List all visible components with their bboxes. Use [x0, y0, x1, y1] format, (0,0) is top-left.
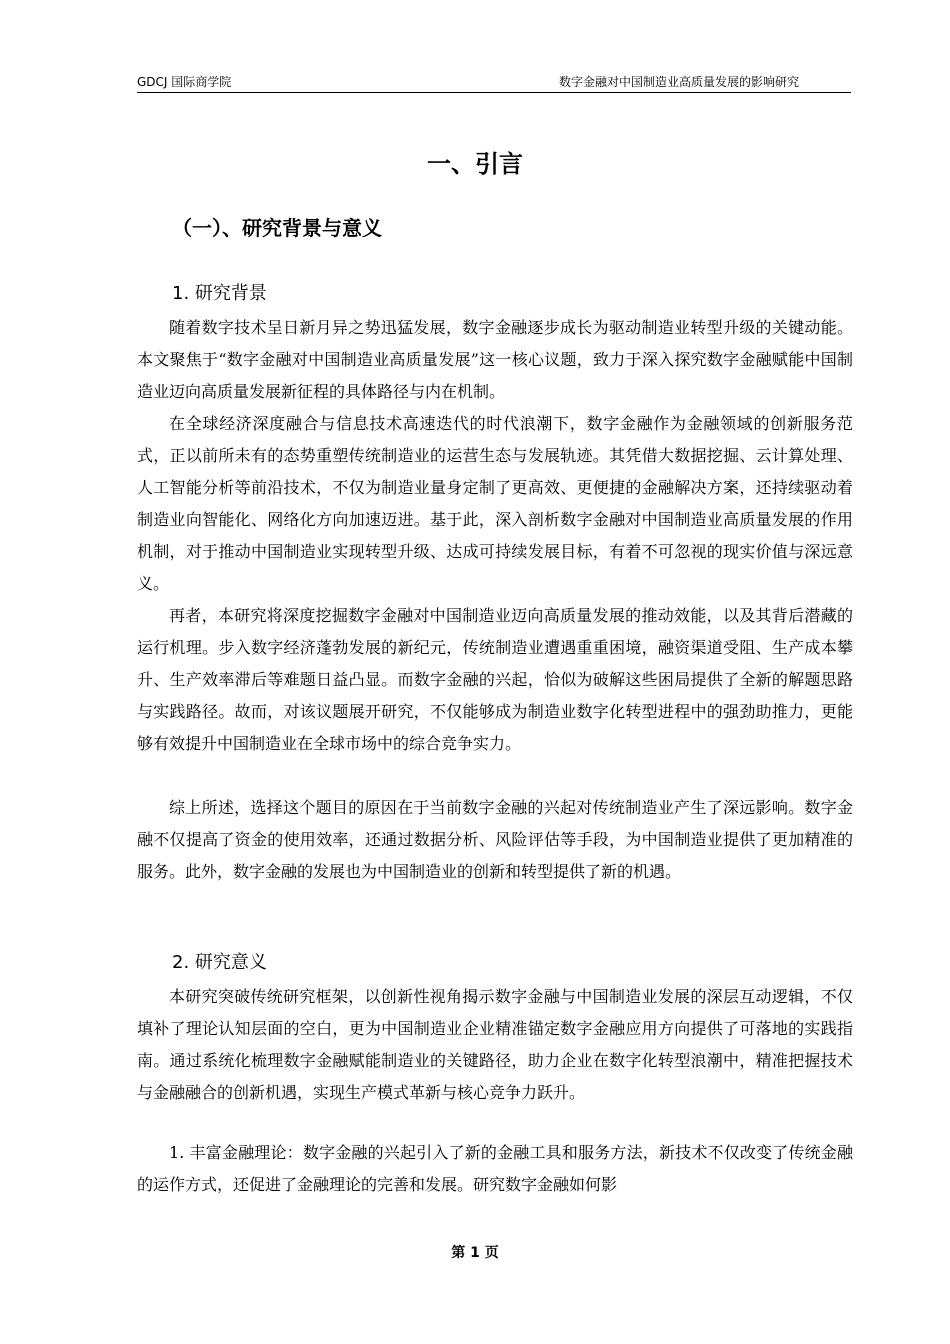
page-header — [137, 72, 851, 93]
paragraph: 综上所述，选择这个题目的原因在于当前数字金融的兴起对传统制造业产生了深远影响。数字金融不仅提高了资金的使用效率，还通过数据分析、风险评估等手段，为中国制造业提供了更加精准的服务。此外，数字金融的发展也为中国制造业的创新和转型提供了新的机遇。 — [137, 798, 853, 881]
chapter-title: 一、引言 — [427, 150, 523, 178]
subsection-title-background: 1. 研究背景 — [172, 283, 267, 304]
paragraph: 本研究突破传统研究框架，以创新性视角揭示数字金融与中国制造业发展的深层互动逻辑，不仅填补了理论认知层面的空白，更为中国制造业企业精准锚定数字金融应用方向提供了可落地的实践指南。通过系统化梳理数字金融赋能制造业的关键路径，助力企业在数字化转型浪潮中，精准把握技术与金融融合的创新机遇，实现生产模式革新与核心竞争力跃升。 — [137, 987, 853, 1102]
paragraph: 1. 丰富金融理论：数字金融的兴起引入了新的金融工具和服务方法，新技术不仅改变了传统金融的运作方式，还促进了金融理论的完善和发展。研究数字金融如何影 — [137, 1143, 853, 1194]
paragraph: 再者，本研究将深度挖掘数字金融对中国制造业迈向高质量发展的推动效能，以及其背后潜藏的运行机理。步入数字经济蓬勃发展的新纪元，传统制造业遭遇重重困境，融资渠道受阻、生产成本攀升、生产效率滞后等难题日益凸显。而数字金融的兴起，恰似为破解这些困局提供了全新的解题思路与实践路径。故而，对该议题展开研究，不仅能够成为制造业数字化转型进程中的强劲助推力，更能够有效提升中国制造业在全球市场中的综合竞争实力。 — [137, 606, 853, 753]
section-title: （一）、研究背景与意义 — [172, 216, 382, 240]
header-thesis-title: 数字金融对中国制造业高质量发展的影响研究 — [558, 75, 799, 89]
paragraph: 在全球经济深度融合与信息技术高速迭代的时代浪潮下，数字金融作为金融领域的创新服务范式，正以前所未有的态势重塑传统制造业的运营生态与发展轨迹。其凭借大数据挖掘、云计算处理、人工智能分析等前沿技术，不仅为制造业量身定制了更高效、更便捷的金融解决方案，还持续驱动着制造业向智能化、网络化方向加速迈进。基于此，深入剖析数字金融对中国制造业高质量发展的作用机制，对于推动中国制造业实现转型升级、达成可持续发展目标，有着不可忽视的现实价值与深远意义。 — [137, 414, 853, 593]
header-institution: GDCJ 国际商学院 — [137, 75, 232, 89]
subsection-title-significance: 2. 研究意义 — [172, 952, 267, 973]
paragraph: 随着数字技术呈日新月异之势迅猛发展，数字金融逐步成长为驱动制造业转型升级的关键动能。本文聚焦于“数字金融对中国制造业高质量发展”这一核心议题，致力于深入探究数字金融赋能中国制造业迈向高质量发展新征程的具体路径与内在机制。 — [137, 318, 853, 401]
page-number: 第 1 页 — [451, 1245, 499, 1261]
